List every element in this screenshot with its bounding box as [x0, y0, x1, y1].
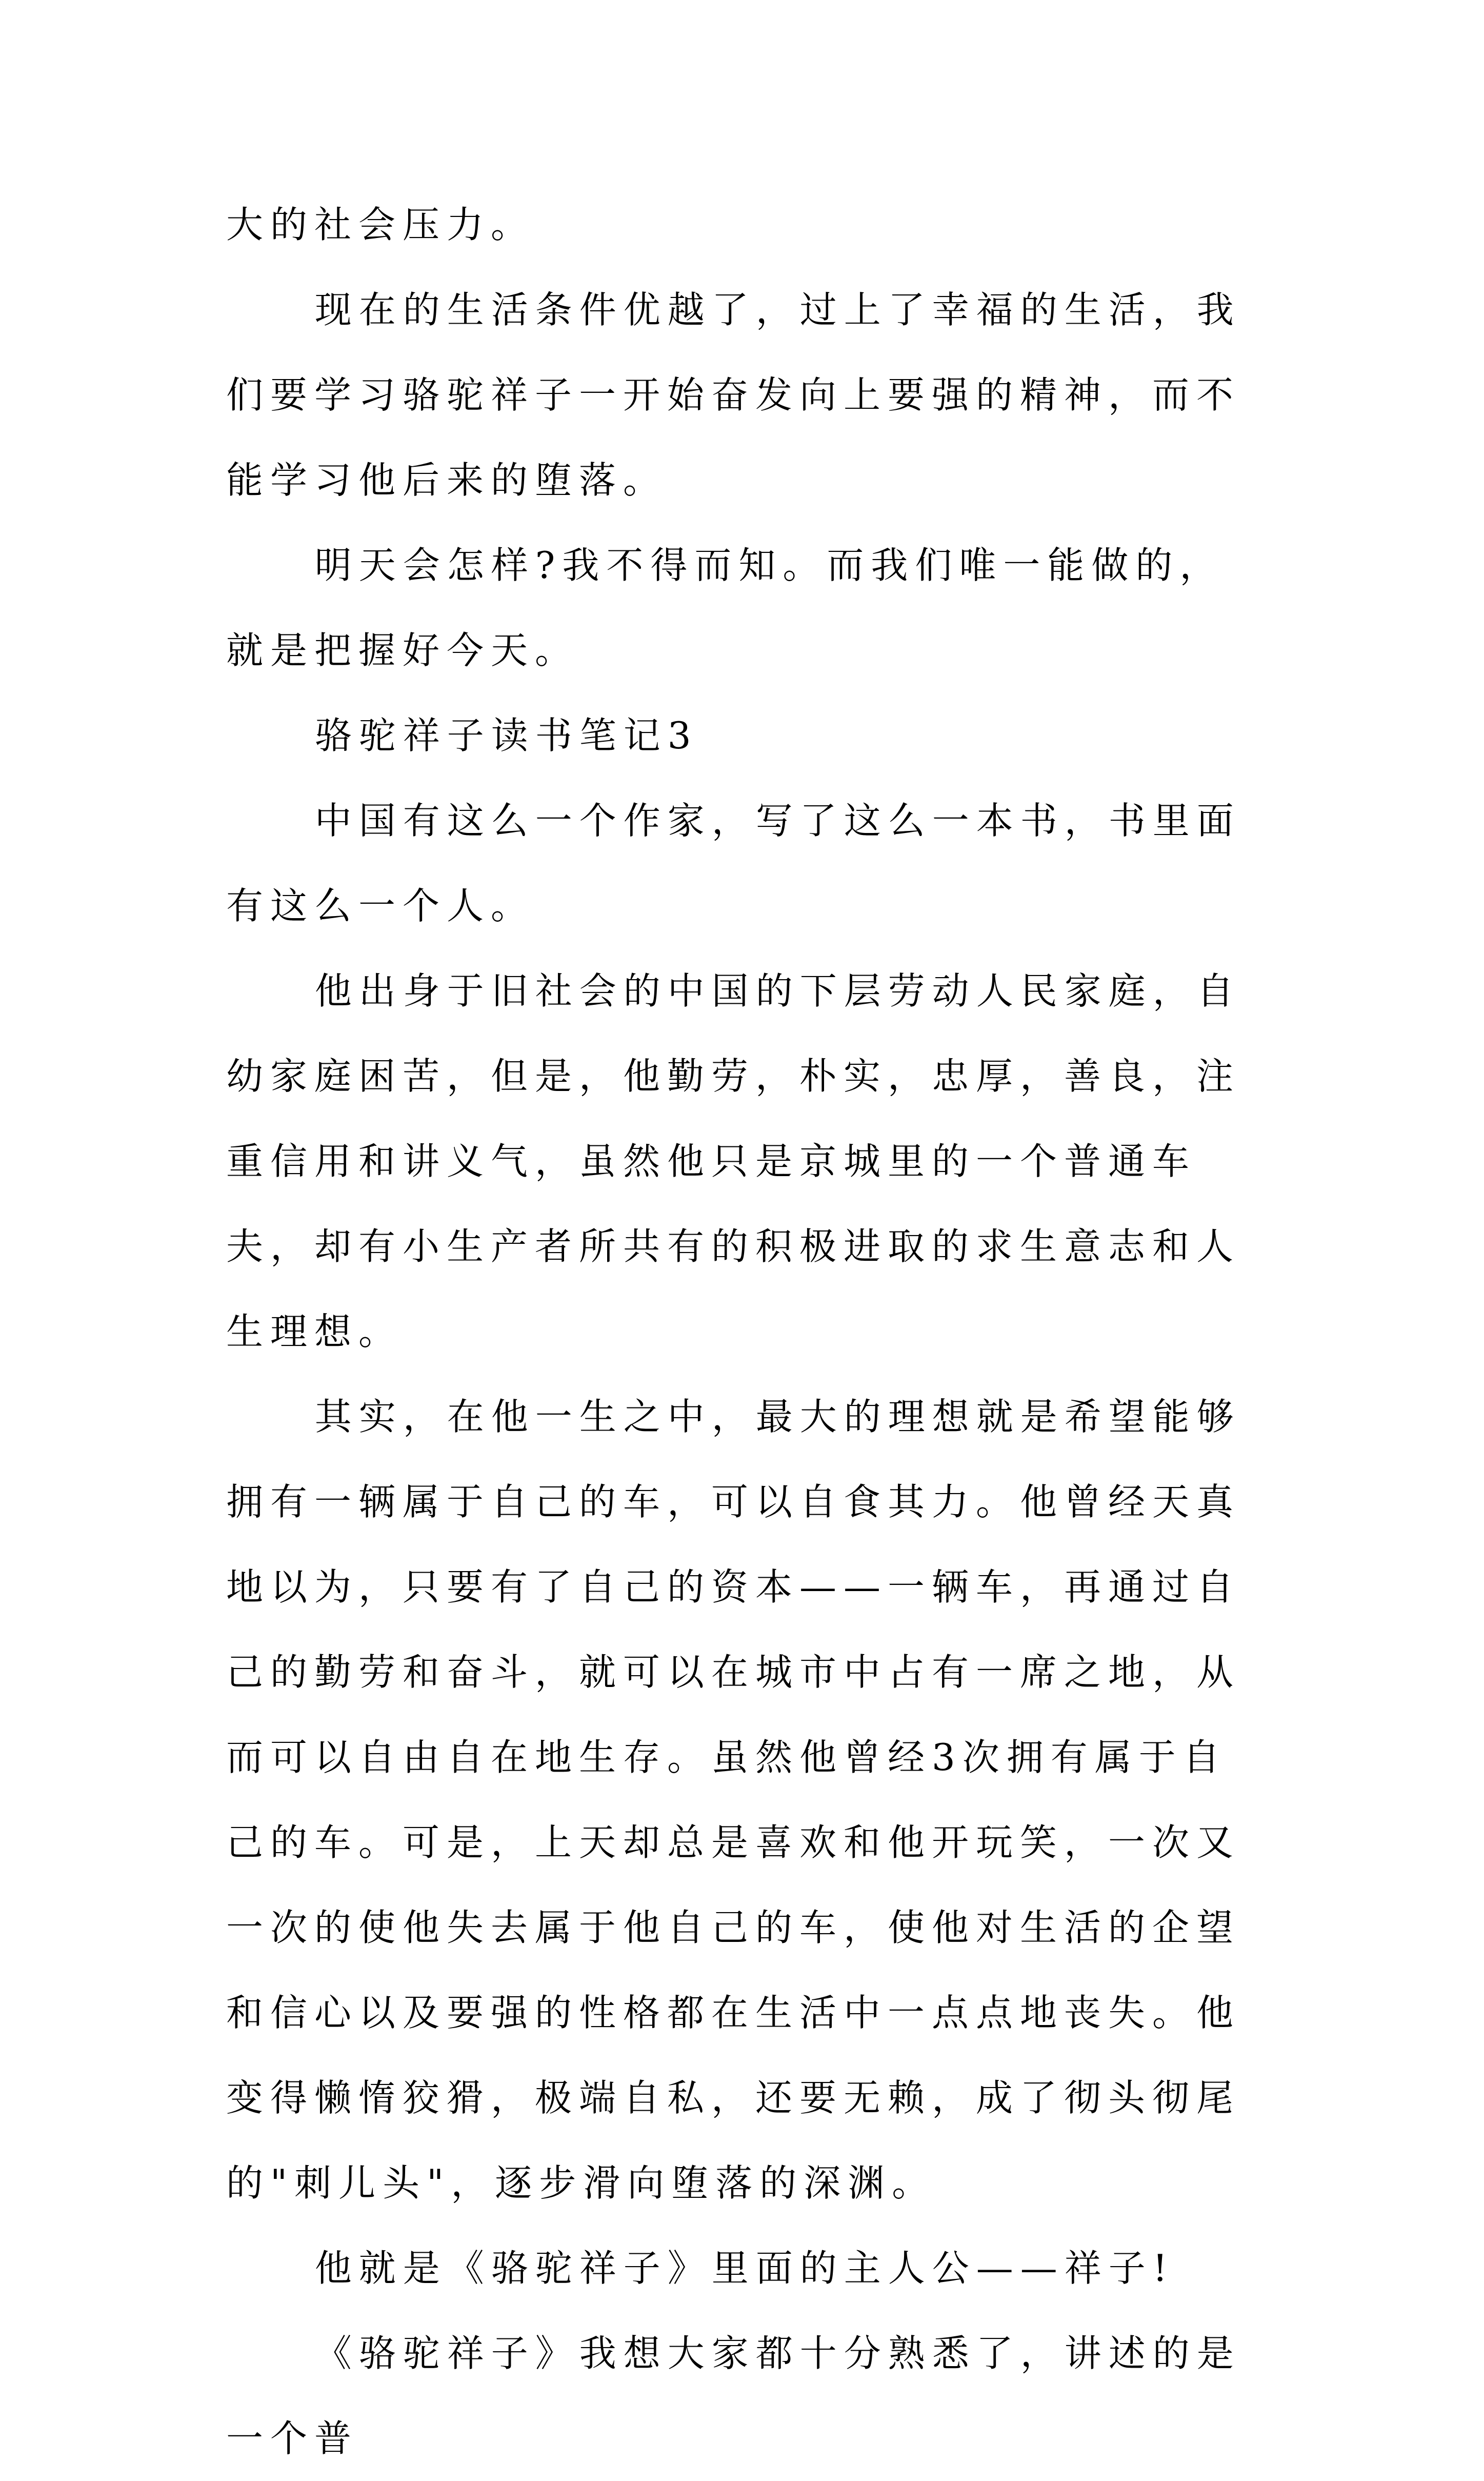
paragraph-7: 其实，在他一生之中，最大的理想就是希望能够拥有一辆属于自己的车，可以自食其力。他曾经天真地以为，只要有了自己的资本——一辆车，再通过自己的勤劳和奋斗，就可以在城市中占有一席之地，从而可以自由自在地生存。虽然他曾经3次拥有属于自己的车。可是，上天却总是喜欢和他开玩笑，一次又一次的使他失去属于他自己的车，使他对生活的企望和信心以及要强的性格都在生活中一点点地丧失。他变得懒惰狡猾，极端自私，还要无赖，成了彻头彻尾的"刺儿头"，逐步滑向堕落的深渊。	[226, 1395, 1241, 2205]
paragraph-5: 中国有这么一个作家，写了这么一本书，书里面有这么一个人。	[226, 799, 1241, 927]
paragraph-9: 《骆驼祥子》我想大家都十分熟悉了，讲述的是一个普	[226, 2332, 1241, 2460]
paragraph-8: 他就是《骆驼祥子》里面的主人公——祥子!	[314, 2247, 1175, 2290]
paragraph-3: 明天会怎样?我不得而知。而我们唯一能做的，就是把握好今天。	[226, 544, 1224, 672]
paragraph-2: 现在的生活条件优越了，过上了幸福的生活，我们要学习骆驼祥子一开始奋发向上要强的精神，而不能学习他后来的堕落。	[226, 288, 1241, 502]
document-body	[226, 182, 1267, 2481]
section-heading: 骆驼祥子读书笔记3	[314, 714, 698, 757]
paragraph-1: 大的社会压力。	[226, 203, 535, 246]
paragraph-6: 他出身于旧社会的中国的下层劳动人民家庭，自幼家庭困苦，但是，他勤劳，朴实，忠厚，善良，注重信用和讲义气，虽然他只是京城里的一个普通车夫，却有小生产者所共有的积极进取的求生意志和人生理想。	[226, 969, 1241, 1353]
